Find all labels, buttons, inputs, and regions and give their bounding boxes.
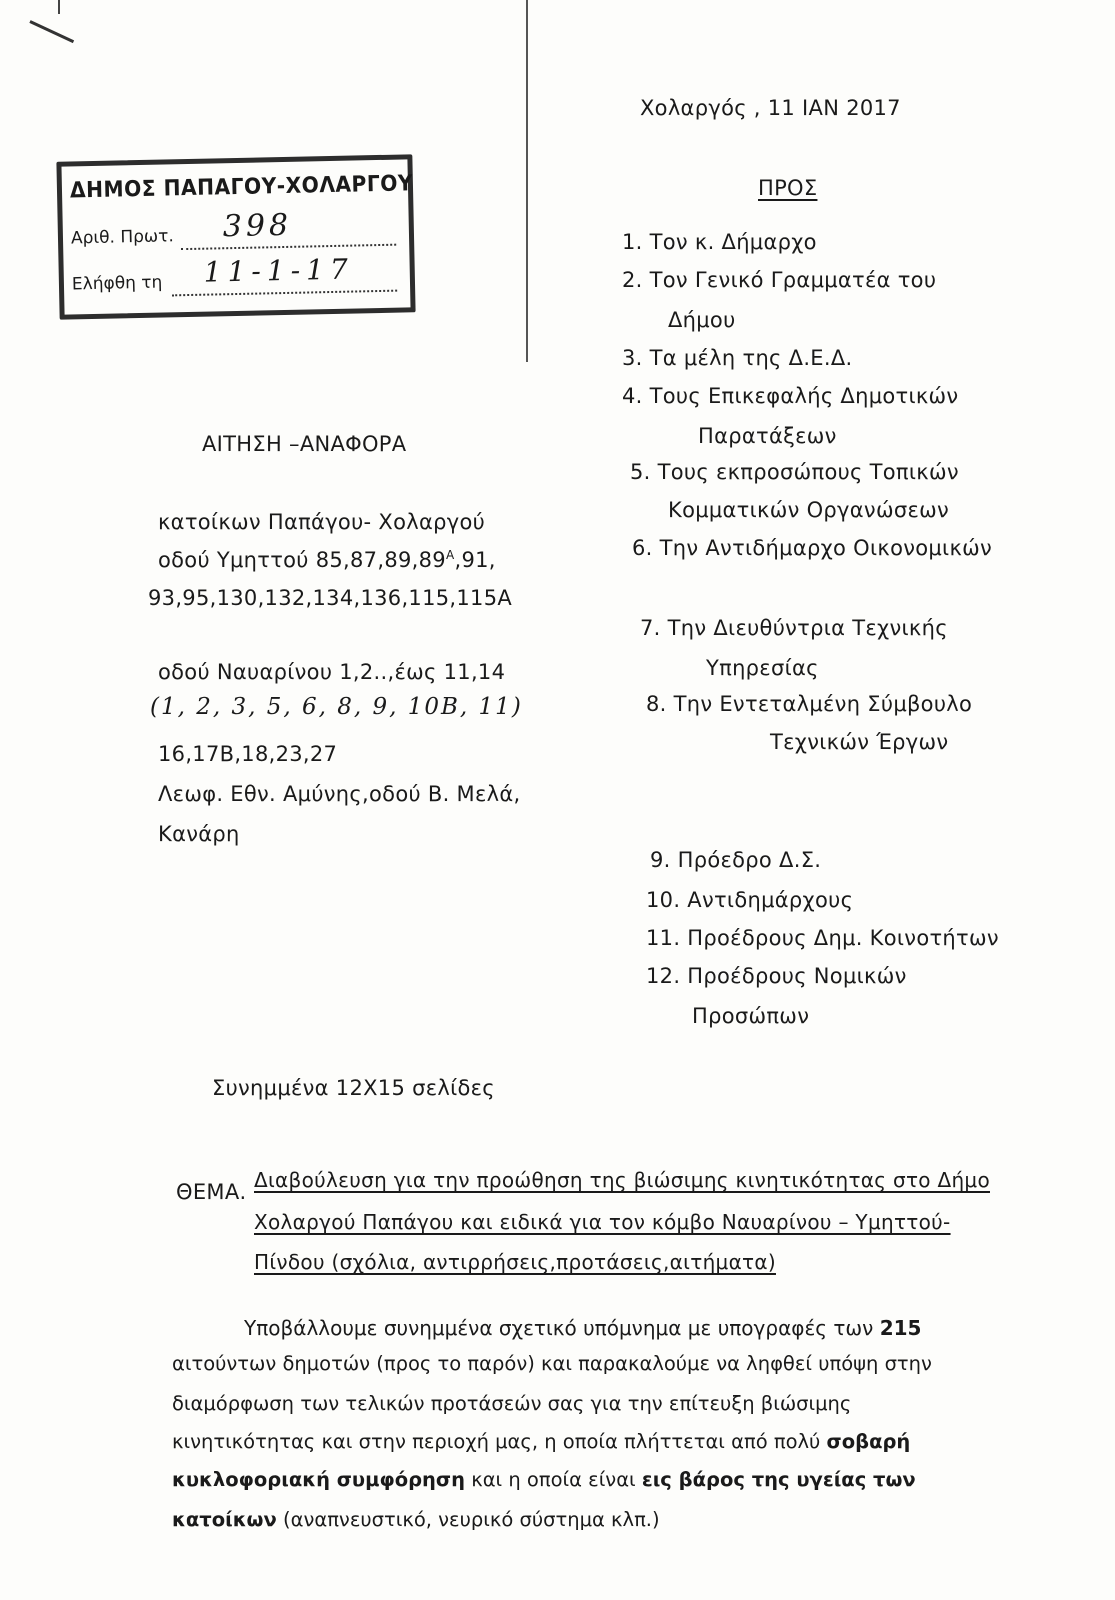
- avenue-line: Λεωφ. Εθν. Αμύνης,οδού Β. Μελά,: [158, 782, 521, 806]
- subject-label: ΘΕΜΑ.: [176, 1180, 247, 1204]
- recipient-item: 8. Την Εντεταλμένη Σύμβουλο: [646, 692, 973, 716]
- recipient-item: 9. Πρόεδρο Δ.Σ.: [650, 848, 822, 872]
- stamp-received-date: 11-1-17: [203, 252, 355, 289]
- recipient-item-cont: Προσώπων: [692, 1004, 810, 1028]
- navarinou-handwritten: (1, 2, 3, 5, 6, 8, 9, 10Β, 11): [150, 694, 523, 720]
- recipient-item: 1. Τον κ. Δήμαρχο: [622, 230, 817, 254]
- recipient-item: 11. Προέδρους Δημ. Κοινοτήτων: [646, 926, 999, 950]
- fold-line: [526, 0, 528, 362]
- navarinou-more: 16,17Β,18,23,27: [158, 742, 338, 766]
- recipient-item: 3. Τα μέλη της Δ.Ε.Δ.: [622, 346, 853, 370]
- stamp-received-label: Ελήφθη τη: [71, 272, 163, 295]
- recipient-item: 12. Προέδρους Νομικών: [646, 964, 907, 988]
- residents-line: οδού Υμηττού $85,87,89,89^A,91$,: [158, 548, 496, 572]
- recipient-item: 5. Τους εκπροσώπους Τοπικών: [630, 460, 959, 484]
- body-line: κυκλοφοριακή συμφόρηση και η οποία είναι εις βάρος της υγείας των: [172, 1468, 916, 1491]
- recipient-item: 7. Την Διευθύντρια Τεχνικής: [640, 616, 948, 640]
- stamp-title: ΔΗΜΟΣ ΠΑΠΑΓΟΥ-ΧΟΛΑΡΓΟΥ: [69, 171, 414, 204]
- scan-mark: [29, 20, 74, 43]
- recipient-item-cont: Παρατάξεων: [698, 424, 837, 448]
- body-line: Υποβάλλουμε συνημμένα σχετικό υπόμνημα με υπογραφές των 215: [244, 1316, 922, 1340]
- recipient-item-cont: Κομματικών Οργανώσεων: [668, 498, 950, 522]
- recipient-item: 4. Τους Επικεφαλής Δημοτικών: [622, 384, 959, 408]
- place-date: Χολαργός , 11 ΙΑΝ 2017: [640, 96, 901, 120]
- recipient-item-cont: Υπηρεσίας: [706, 656, 819, 680]
- stamp-dotted-line: [181, 244, 396, 251]
- body-line: κατοίκων (αναπνευστικό, νευρικό σύστημα κλπ.): [172, 1508, 660, 1531]
- subject-line: Πίνδου (σχόλια, αντιρρήσεις,προτάσεις,αιτήματα): [254, 1250, 776, 1274]
- recipient-item: 6. Την Αντιδήμαρχο Οικονομικών: [632, 536, 993, 560]
- stamp-dotted-line: [172, 290, 397, 297]
- kanari-line: Κανάρη: [158, 822, 240, 846]
- stamp-protocol-label: Αριθ. Πρωτ.: [70, 226, 175, 249]
- navarinou-line: οδού Ναυαρίνου 1,2..,έως 11,14: [158, 660, 506, 684]
- recipient-item: 2. Τον Γενικό Γραμματέα του: [622, 268, 937, 292]
- recipient-item: 10. Αντιδημάρχους: [646, 888, 854, 912]
- residents-line: 93,95,130,132,134,136,115,115Α: [148, 586, 513, 610]
- subject-line: Χολαργού Παπάγου και ειδικά για τον κόμβο Ναυαρίνου – Υμηττού-: [254, 1210, 951, 1234]
- protocol-stamp: [56, 154, 415, 319]
- recipients-heading: ΠΡΟΣ: [758, 176, 818, 200]
- body-line: διαμόρφωση των τελικών προτάσεών σας για την επίτευξη βιώσιμης: [172, 1392, 852, 1415]
- body-line: κινητικότητας και στην περιοχή μας, η οποία πλήττεται από πολύ σοβαρή: [172, 1430, 911, 1453]
- subject-line: Διαβούλευση για την προώθηση της βιώσιμης κινητικότητας στο Δήμο: [254, 1168, 990, 1192]
- document-type: ΑΙΤΗΣΗ –ΑΝΑΦΟΡΑ: [202, 432, 407, 456]
- recipient-item-cont: Δήμου: [668, 308, 736, 332]
- residents-line: κατοίκων Παπάγου- Χολαργού: [158, 510, 486, 534]
- body-line: αιτούντων δημοτών (προς το παρόν) και παρακαλούμε να ληφθεί υπόψη στην: [172, 1352, 932, 1375]
- attachments: Συνημμένα 12Χ15 σελίδες: [212, 1076, 495, 1100]
- recipient-item-cont: Τεχνικών Έργων: [770, 730, 949, 754]
- stamp-protocol-number: 398: [222, 207, 293, 245]
- scan-mark: [58, 0, 60, 14]
